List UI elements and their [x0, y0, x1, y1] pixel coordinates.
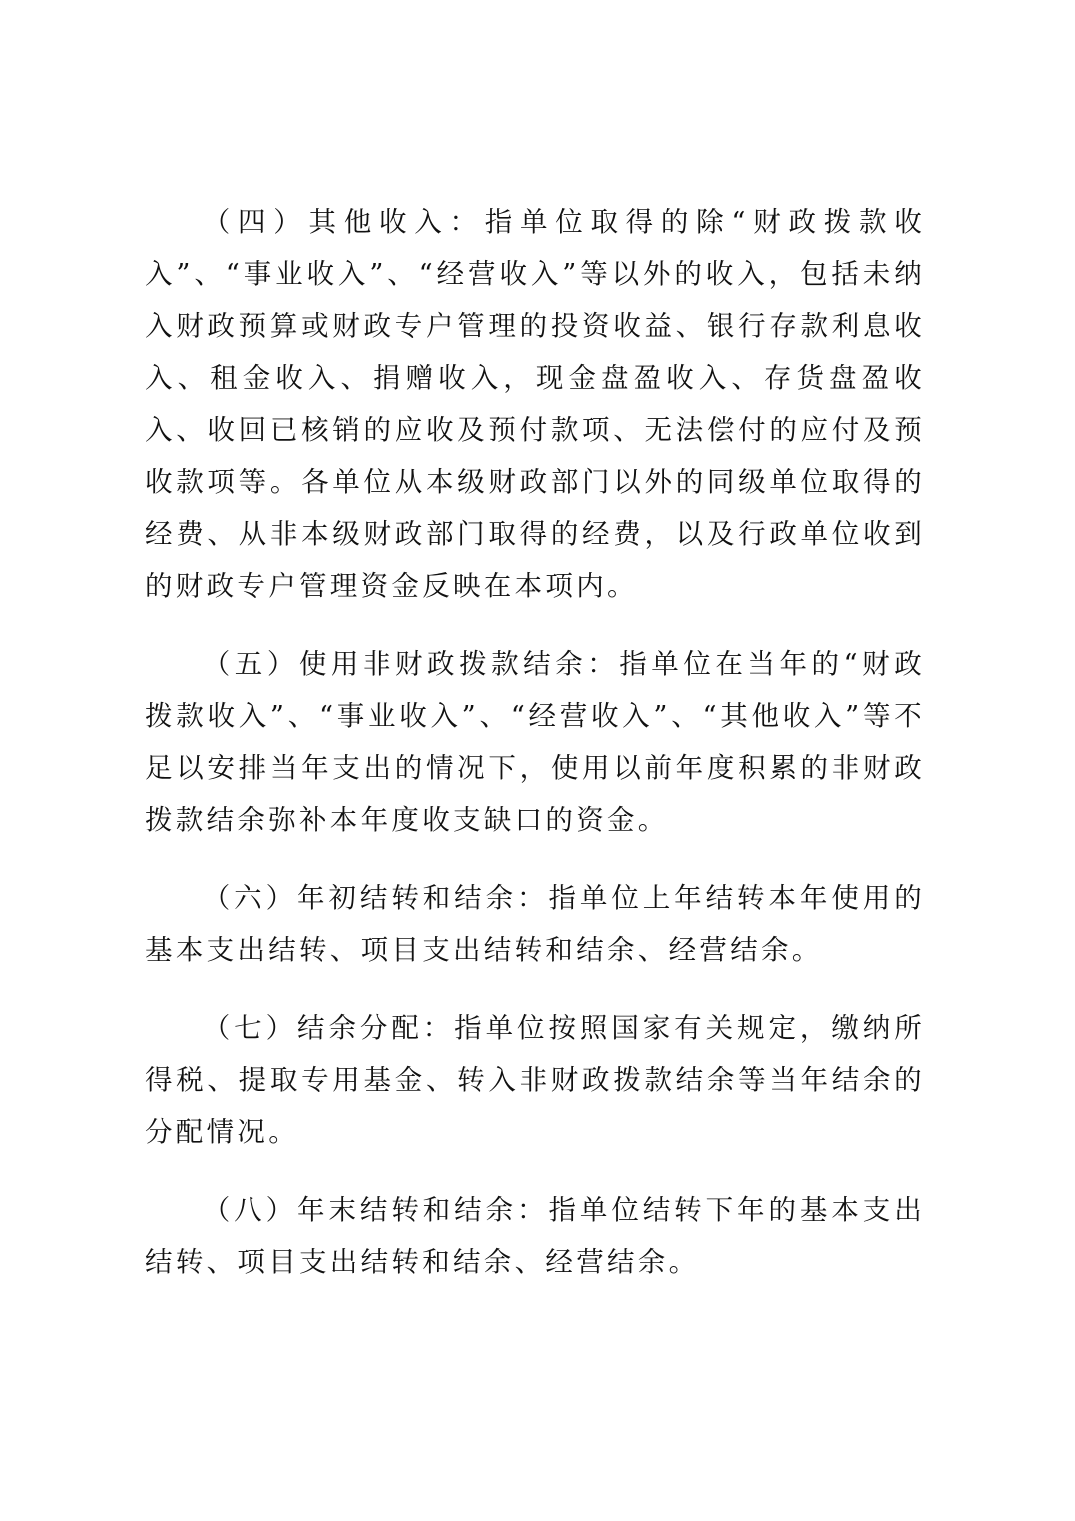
line: 级财政部门以外的同级单位取得的经费、从非本级财政部门 [145, 466, 926, 550]
line: 财政专户管理的投资收益、银行存款利息收入、租金收入、 [145, 310, 925, 394]
line: 当年支出的情况下，使用以前年度积累的非财政拨款结余弥 [145, 752, 925, 836]
line: （六）年初结转和结余：指单位上年结转本年使用的基 [145, 882, 925, 966]
paragraph-non-fiscal-surplus-use [145, 638, 925, 846]
line: 收及预付款项、无法偿付的应付及预收款项等。各单位从本 [145, 414, 925, 498]
line: 转、项目支出结转和结余、经营结余。 [175, 1246, 700, 1278]
line: 补本年度收支缺口的资金。 [299, 804, 669, 836]
paragraph-surplus-distribution [145, 1002, 925, 1158]
line: 本项内。 [514, 570, 638, 602]
line: 业收入”、“经营收入”等以外的收入，包括未纳入财政预算或 [145, 258, 925, 342]
line: 情况。 [206, 1116, 300, 1148]
paragraph-other-income [145, 196, 925, 612]
line: 收入”、“事业收入”、“经营收入”、“其他收入”等不足以安排 [145, 700, 925, 784]
line: （七）结余分配：指单位按照国家有关规定，缴纳所得 [145, 1012, 925, 1096]
line: 取得的经费，以及行政单位收到的财政专户管理资金反映在 [145, 518, 925, 602]
line: 税、提取专用基金、转入非财政拨款结余等当年结余的分配 [145, 1064, 925, 1148]
line: （五）使用非财政拨款结余：指单位在当年的“财政拨款 [145, 648, 925, 732]
line: 本支出结转、项目支出结转和结余、经营结余。 [175, 934, 823, 966]
line: （八）年末结转和结余：指单位结转下年的基本支出结 [145, 1194, 925, 1278]
paragraph-beginning-carryover [145, 872, 925, 976]
line: （四）其他收入：指单位取得的除“财政拨款收入”、“事 [145, 206, 925, 290]
document-body [145, 196, 925, 1314]
paragraph-ending-carryover [145, 1184, 925, 1288]
line: 捐赠收入，现金盘盈收入、存货盘盈收入、收回已核销的应 [145, 362, 925, 446]
